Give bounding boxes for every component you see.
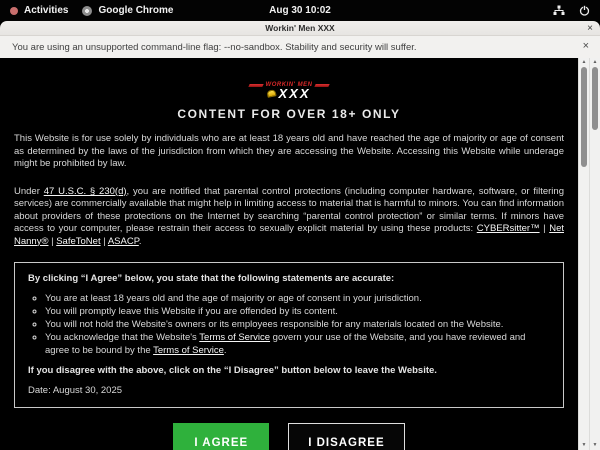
- chrome-app-menu[interactable]: [82, 5, 173, 16]
- asacp-link[interactable]: ASACP: [107, 235, 139, 247]
- activities-label: Activities: [24, 5, 69, 16]
- infobar-message: You are using an unsupported command-line flag: --no-sandbox. Stability and security will suffer.: [12, 41, 417, 53]
- netnanny-link[interactable]: Net Nanny®: [14, 223, 564, 247]
- product-separator: |: [48, 235, 57, 247]
- logo-script-text: WORKIN' MEN: [265, 82, 313, 88]
- chrome-app-label: Google Chrome: [98, 5, 174, 16]
- terms-of-service-link[interactable]: Terms of Service: [153, 345, 224, 356]
- bullet-4-after: .: [223, 345, 227, 356]
- usc-230d-link[interactable]: 47 U.S.C. § 230(d): [43, 185, 127, 197]
- agreement-box: [14, 262, 564, 408]
- activities-button[interactable]: [10, 5, 68, 16]
- list-item: [45, 318, 550, 331]
- clock[interactable]: Aug 30 10:02: [269, 5, 331, 16]
- consent-buttons: [0, 423, 578, 450]
- page-content: [0, 58, 578, 450]
- logo-xxx-text: XXX: [278, 86, 311, 101]
- recording-dot-icon: [10, 7, 18, 15]
- para2-body: , you are notified that parental control protections (including computer hardware, software, or filtering services) are commercially available that might help in limiting access to material that is harmful to minors. You can find information about providers of these protections on the Internet by searching “parental control protection” or similar terms. If minors have access to your computer, please restrain their access to sexually explicit material by using these products:: [14, 185, 564, 234]
- agreement-list: [28, 292, 550, 357]
- scroll-down-icon[interactable]: ▼: [592, 442, 598, 448]
- chrome-infobar: [0, 36, 600, 58]
- list-item: [45, 331, 550, 357]
- terms-of-service-link[interactable]: Terms of Service: [199, 332, 271, 343]
- product-separator: |: [100, 235, 108, 247]
- power-icon[interactable]: [579, 5, 590, 16]
- hard-hat-icon: [267, 89, 277, 98]
- scrollbar-track[interactable]: [590, 67, 600, 441]
- scrollbar-thumb[interactable]: [581, 67, 587, 167]
- logo-wing-right: [315, 84, 330, 87]
- window-scrollbar[interactable]: [589, 58, 600, 450]
- safetonet-link[interactable]: SafeToNet: [56, 235, 101, 247]
- age-statement-paragraph: [14, 133, 564, 171]
- parental-control-paragraph: [14, 186, 564, 249]
- para2-period: .: [138, 235, 142, 247]
- gnome-top-bar: [0, 0, 600, 21]
- para2-before: Under: [14, 185, 44, 197]
- agreement-intro: By clicking “I Agree” below, you state that the following statements are accurate:: [28, 273, 395, 284]
- scroll-up-icon[interactable]: ▲: [592, 59, 598, 65]
- page-scrollbar[interactable]: [578, 58, 589, 450]
- page-title: CONTENT FOR OVER 18+ ONLY: [177, 107, 401, 121]
- list-item: [45, 305, 550, 318]
- bullet-4-before: You acknowledge that the Website's: [45, 332, 200, 343]
- bullet-1-text: You are at least 18 years old and the age of majority or age of consent in your jurisdiction.: [45, 293, 422, 304]
- scrollbar-thumb[interactable]: [592, 67, 598, 130]
- bullet-2-text: You will promptly leave this Website if you are offended by its content.: [45, 306, 338, 317]
- scroll-up-icon[interactable]: ▲: [581, 59, 587, 65]
- chrome-icon: [82, 6, 92, 16]
- logo-wing-left: [248, 84, 263, 87]
- window-titlebar[interactable]: [0, 21, 600, 36]
- date-line: Date: August 30, 2025: [28, 385, 123, 396]
- scroll-down-icon[interactable]: ▼: [581, 442, 587, 448]
- scrollbar-track[interactable]: [579, 67, 589, 441]
- i-disagree-button[interactable]: I DISAGREE: [288, 423, 404, 450]
- bullet-4-mid: govern your use of the Website, and you have reviewed and agree to be bound by the: [45, 332, 526, 356]
- product-separator: |: [539, 223, 550, 234]
- window-title: Workin' Men XXX: [265, 23, 335, 33]
- age-statement-text: This Website is for use solely by individuals who are at least 18 years old and have reached the age of majority or age of consent as determined by the laws of the jurisdiction from which they are accessing the Website. Accessing this Website while underage might be prohibited by law.: [14, 133, 564, 169]
- window-close-icon[interactable]: ×: [587, 23, 593, 34]
- infobar-close-icon[interactable]: ×: [582, 40, 589, 52]
- browser-viewport: [0, 58, 600, 450]
- site-logo: [0, 82, 578, 100]
- cybersitter-link[interactable]: CYBERsitter™: [476, 223, 540, 234]
- bullet-3-text: You will not hold the Website's owners or its employees responsible for any materials located on the Website.: [45, 319, 504, 330]
- disagree-note: If you disagree with the above, click on the “I Disagree” button below to leave the Website.: [28, 365, 437, 376]
- list-item: [45, 292, 550, 305]
- network-icon[interactable]: [553, 5, 565, 16]
- i-agree-button[interactable]: I AGREE: [173, 423, 269, 450]
